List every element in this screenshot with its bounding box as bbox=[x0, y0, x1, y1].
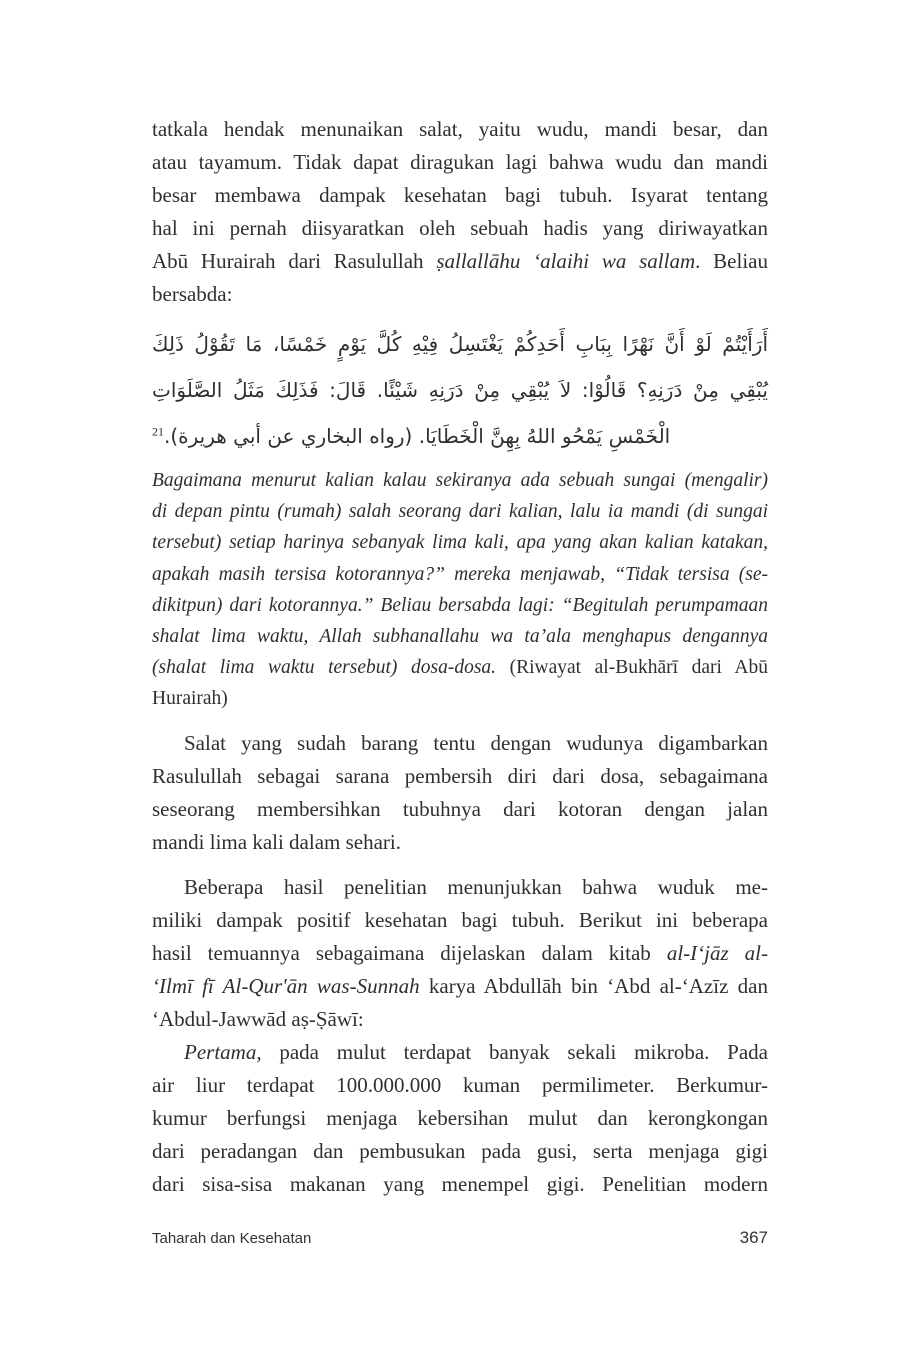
italic-text: ‘Ilmī fī Al-Qur'ān was-Sunnah bbox=[152, 973, 420, 998]
text-line bbox=[152, 970, 768, 1003]
text: الْخَمْسِ يَمْحُو اللهُ بِهِنَّ الْخَطَايَا. (رواه البخاري عن أبي هريرة). bbox=[164, 424, 671, 448]
text-line bbox=[152, 559, 768, 590]
text-line bbox=[152, 937, 768, 970]
text-line bbox=[152, 321, 768, 367]
italic-text: dikitpun) dari kotorannya.” Beliau bersabda lagi: “Begitulah perumpamaan bbox=[152, 594, 768, 616]
text-line bbox=[152, 465, 768, 496]
italic-text: al-I‘jāz al- bbox=[666, 940, 768, 965]
text-line bbox=[152, 113, 768, 146]
text-line bbox=[152, 527, 768, 558]
text-line bbox=[152, 621, 768, 652]
text: Rasulullah sebagai sarana pembersih diri dari dosa, sebagaimana bbox=[152, 763, 768, 788]
text: pada mulut terdapat banyak sekali mikroba. Pada bbox=[261, 1039, 768, 1064]
text: miliki dampak positif kesehatan bagi tubuh. Berikut ini beberapa bbox=[152, 907, 768, 932]
text-line bbox=[152, 1069, 768, 1102]
italic-text: ṣallallāhu ‘alaihi wa sallam bbox=[436, 249, 696, 273]
italic-text: di depan pintu (rumah) salah seorang dari kalian, lalu ia mandi (di sungai bbox=[152, 501, 768, 523]
italic-text: Pertama, bbox=[184, 1039, 262, 1064]
italic-text: apakah masih tersisa kotorannya?” mereka menjawab, “Tidak tersisa (se- bbox=[152, 563, 768, 585]
text-line bbox=[152, 1036, 768, 1069]
text-line bbox=[152, 413, 768, 459]
paragraph-salat bbox=[152, 727, 768, 859]
text-line bbox=[152, 793, 768, 826]
paragraph-intro bbox=[152, 113, 768, 311]
italic-text: Bagaimana menurut kalian kalau sekiranya ada sebuah sungai (mengalir) bbox=[152, 470, 768, 491]
text-line bbox=[152, 245, 768, 278]
text: karya Abdullāh bin ‘Abd al-‘Azīz dan bbox=[419, 973, 768, 998]
text-line bbox=[152, 826, 768, 859]
text-line bbox=[152, 760, 768, 793]
text-line bbox=[152, 683, 768, 714]
paragraph-pertama bbox=[152, 1036, 768, 1201]
text: seseorang membersihkan tubuhnya dari kotoran dengan jalan bbox=[152, 796, 768, 821]
text: ‘Abdul-Jawwād aṣ-Ṣāwī: bbox=[152, 1006, 364, 1031]
text: tatkala hendak menunaikan salat, yaitu wudu, mandi besar, dan bbox=[152, 117, 768, 141]
book-page bbox=[152, 0, 768, 1248]
text-line bbox=[152, 1135, 768, 1168]
text-line bbox=[152, 496, 768, 527]
text-line bbox=[152, 590, 768, 621]
text: bersabda: bbox=[152, 282, 233, 306]
italic-text: tersebut) setiap harinya sebanyak lima kali, apa yang akan kalian katakan, bbox=[152, 532, 768, 554]
text: besar membawa dampak kesehatan bagi tubuh. Isyarat tentang bbox=[152, 183, 768, 207]
text-line bbox=[152, 727, 768, 760]
text: atau tayamum. Tidak dapat diragukan lagi bahwa wudu dan mandi bbox=[152, 150, 768, 174]
text: . Beliau bbox=[695, 249, 768, 273]
text: Hurairah) bbox=[152, 688, 228, 710]
text-line bbox=[152, 179, 768, 212]
text-line bbox=[152, 146, 768, 179]
page-number: 367 bbox=[739, 1228, 768, 1247]
text: أَرَأَيْتُمْ لَوْ أَنَّ نَهْرًا بِبَابِ أَحَدِكُمْ يَغْتَسِلُ فِيْهِ كُلَّ يَوْمٍ خَمْسًا، مَا تَقُوْلُ ذَلِكَ bbox=[152, 332, 768, 356]
page-footer bbox=[152, 1210, 768, 1248]
text: mandi lima kali dalam sehari. bbox=[152, 829, 402, 854]
italic-text: (shalat lima waktu tersebut) dosa-dosa. bbox=[152, 657, 497, 679]
text-line bbox=[152, 1168, 768, 1201]
text: Salat yang sudah barang tentu dengan wudunya digambarkan bbox=[184, 730, 768, 755]
paragraph-research bbox=[152, 871, 768, 1036]
text: hasil temuannya sebagaimana dijelaskan dalam kitab bbox=[152, 940, 667, 965]
text-line bbox=[152, 367, 768, 413]
arabic-hadith bbox=[152, 321, 768, 459]
italic-text: shalat lima waktu, Allah subhanallahu wa ta’ala menghapus dengannya bbox=[152, 626, 768, 648]
text-line bbox=[152, 1003, 768, 1036]
text-line bbox=[152, 1102, 768, 1135]
running-footer-title: Taharah dan Kesehatan bbox=[152, 1230, 312, 1247]
text: dari sisa-sisa makanan yang menempel gigi. Penelitian modern bbox=[152, 1171, 768, 1196]
text-line bbox=[152, 212, 768, 245]
text: (Riwayat al-Bukhārī dari Abū bbox=[496, 657, 768, 679]
text: kumur berfungsi menjaga kebersihan mulut dan kerongkongan bbox=[152, 1105, 768, 1130]
text: Abū Hurairah dari Rasulullah bbox=[152, 249, 437, 273]
text-line bbox=[152, 278, 768, 311]
text: Beberapa hasil penelitian menunjukkan bahwa wuduk me- bbox=[184, 874, 768, 899]
footnote-ref[interactable]: 21 bbox=[152, 424, 164, 439]
text-line bbox=[152, 904, 768, 937]
text-line bbox=[152, 652, 768, 683]
text-line bbox=[152, 871, 768, 904]
text: يُبْقِي مِنْ دَرَنِهِ؟ قَالُوْا: لاَ يُبْقِي مِنْ دَرَنِهِ شَيْئًا. قَالَ: فَذَلِكَ مَثَلُ الصَّلَوَاتِ bbox=[152, 378, 768, 402]
text: air liur terdapat 100.000.000 kuman permilimeter. Berkumur- bbox=[152, 1072, 768, 1097]
text: dari peradangan dan pembusukan pada gusi, serta menjaga gigi bbox=[152, 1138, 768, 1163]
hadith-translation bbox=[152, 465, 768, 715]
text: hal ini pernah diisyaratkan oleh sebuah hadis yang diriwayatkan bbox=[152, 216, 768, 240]
